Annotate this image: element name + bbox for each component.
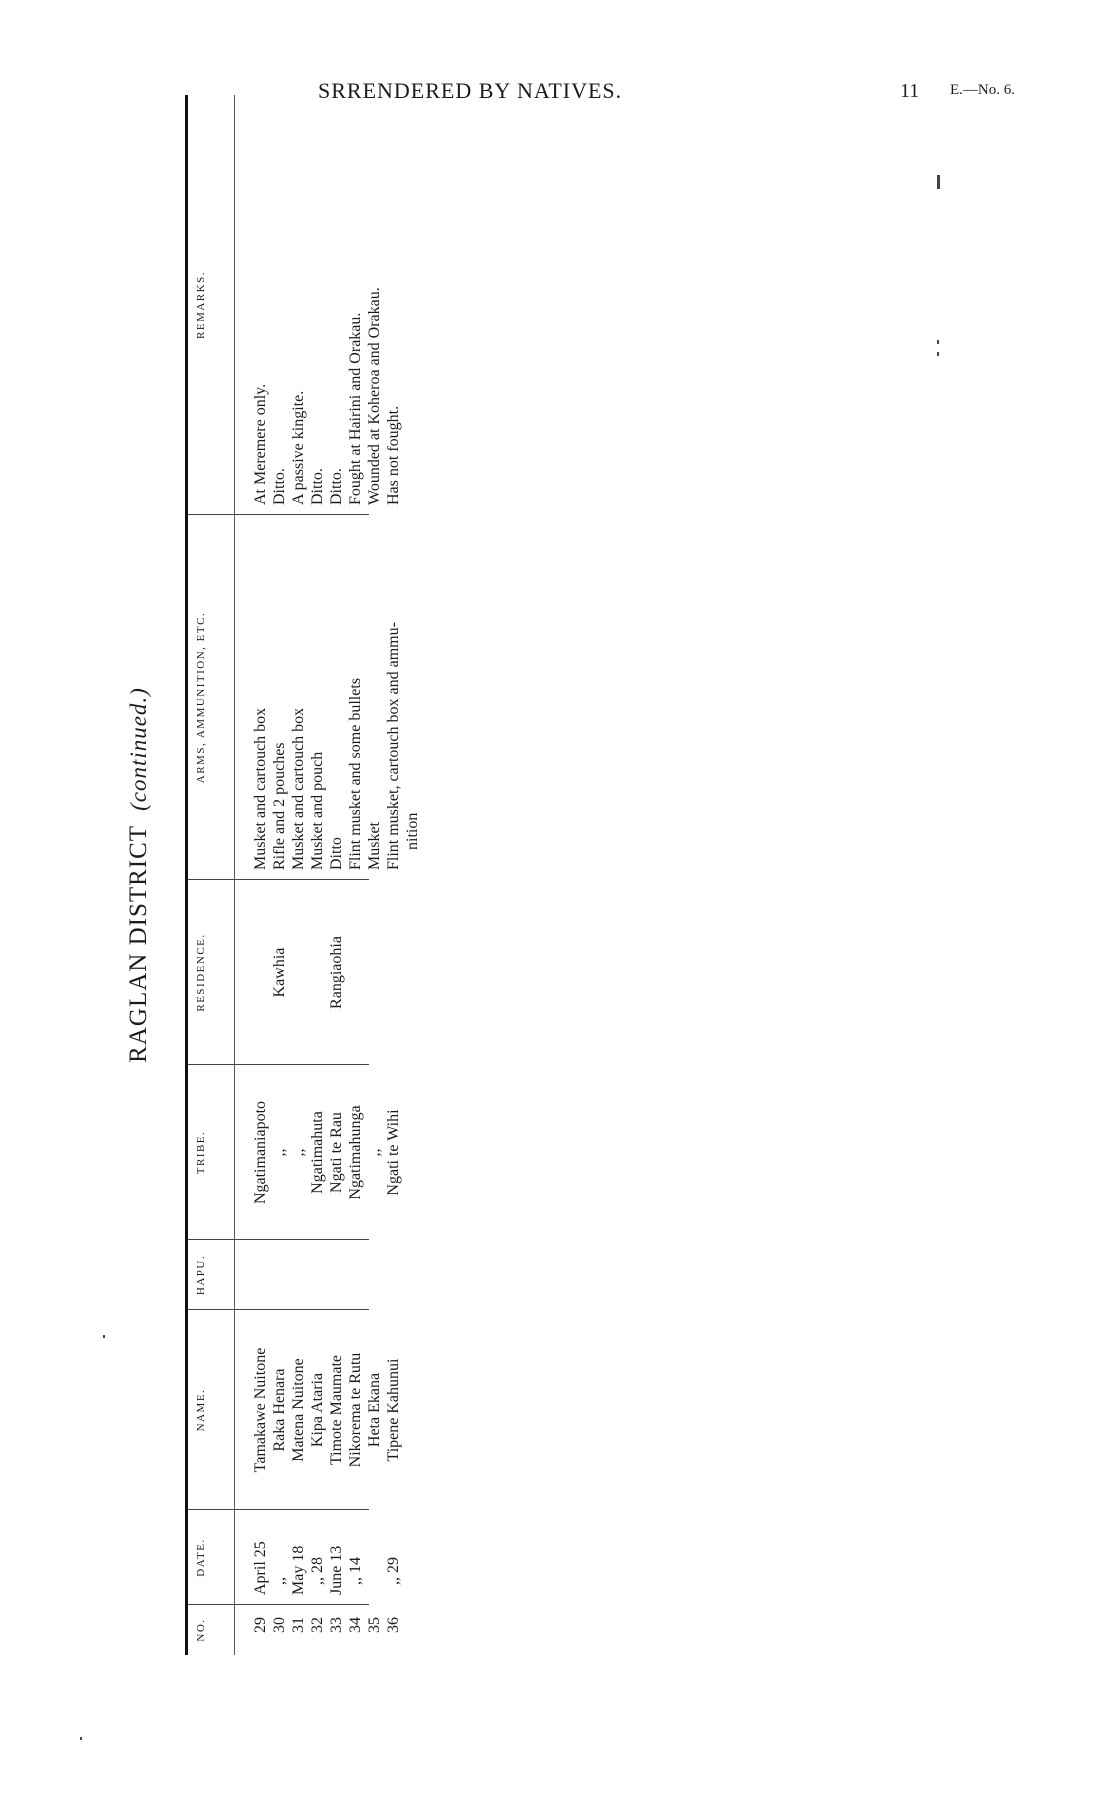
cell-remarks: Wounded at Koheroa and Orakau. xyxy=(366,287,383,505)
header-name: NAME. xyxy=(195,1388,207,1432)
cell-arms: Rifle and 2 pouches xyxy=(271,742,288,870)
cell-tribe: ,, xyxy=(366,1148,383,1157)
cell-date: ,, 28 xyxy=(309,1557,326,1585)
cell-name: Matena Nuitone xyxy=(290,1358,307,1462)
cell-date: June 13 xyxy=(328,1545,345,1595)
cell-date: ,, xyxy=(271,1577,288,1585)
cell-tribe: ,, xyxy=(290,1148,307,1157)
cell-remarks: Ditto. xyxy=(328,468,345,505)
header-no: NO. xyxy=(195,1618,207,1642)
table-title-main: RAGLAN DISTRICT xyxy=(125,824,152,1063)
table-title-continued: (continued.) xyxy=(126,687,151,811)
cell-arms: Ditto xyxy=(328,837,345,870)
header-date: DATE. xyxy=(195,1538,207,1577)
header-hapu: HAPU. xyxy=(195,1254,207,1296)
cell-remarks: Has not fought. xyxy=(385,405,402,505)
table-top-rule xyxy=(185,95,188,1655)
cell-no: 36 xyxy=(385,1617,402,1633)
cell-name: Tipene Kahunui xyxy=(385,1358,402,1462)
cell-no: 34 xyxy=(347,1617,364,1633)
scan-speck xyxy=(937,175,940,189)
scan-speck xyxy=(937,340,939,344)
column-rule xyxy=(188,514,369,515)
header-arms: ARMS, AMMUNITION, ETC. xyxy=(195,611,207,784)
cell-name: Heta Ekana xyxy=(366,1372,383,1448)
cell-arms: Musket and cartouch box xyxy=(290,707,307,870)
cell-remarks: Ditto. xyxy=(309,468,326,505)
cell-residence: Rangiaohia xyxy=(328,936,345,1009)
document-reference: E.—No. 6. xyxy=(950,82,1015,98)
cell-tribe: Ngati te Rau xyxy=(328,1112,345,1193)
scan-speck xyxy=(103,1335,105,1338)
scan-speck xyxy=(80,1737,82,1740)
surrender-table xyxy=(185,95,421,1655)
cell-tribe: ,, xyxy=(271,1148,288,1157)
cell-arms: Flint musket, cartouch box and ammu- xyxy=(385,622,402,870)
cell-date: April 25 xyxy=(252,1541,269,1595)
cell-arms: Musket and pouch xyxy=(309,751,326,870)
cell-tribe: Ngatimahunga xyxy=(347,1105,364,1200)
cell-remarks: At Meremere only. xyxy=(252,383,269,505)
cell-date: May 18 xyxy=(290,1545,307,1595)
page-number: 11 xyxy=(900,80,920,102)
cell-residence: Kawhia xyxy=(271,947,288,998)
column-rule xyxy=(188,1604,369,1605)
cell-date: ,, 14 xyxy=(347,1557,364,1585)
cell-name: Nikorema te Rutu xyxy=(347,1352,364,1468)
cell-no: 30 xyxy=(271,1617,288,1633)
cell-remarks: A passive kingite. xyxy=(290,390,307,505)
cell-remarks: Fought at Hairini and Orakau. xyxy=(347,312,364,505)
cell-name: Kipa Ataria xyxy=(309,1372,326,1448)
cell-date: ,, 29 xyxy=(385,1557,402,1585)
cell-name: Timote Maumate xyxy=(328,1354,345,1466)
cell-no: 31 xyxy=(290,1617,307,1633)
rotated-table-sheet xyxy=(125,95,421,1655)
cell-no: 32 xyxy=(309,1617,326,1633)
cell-tribe: Ngatimaniapoto xyxy=(252,1100,269,1205)
cell-arms: Musket and cartouch box xyxy=(252,707,269,870)
header-remarks: REMARKS. xyxy=(195,271,207,339)
cell-no: 29 xyxy=(252,1617,269,1633)
table-title xyxy=(125,95,153,1655)
cell-tribe: Ngati te Wihi xyxy=(385,1109,402,1196)
cell-name: Tamakawe Nuitone xyxy=(252,1347,269,1473)
cell-remarks: Ditto. xyxy=(271,468,288,505)
cell-arms-continuation: nition xyxy=(404,812,421,850)
cell-no: 35 xyxy=(366,1617,383,1633)
page-running-title: SRRENDERED BY NATIVES. xyxy=(318,78,623,103)
cell-arms: Flint musket and some bullets xyxy=(347,678,364,870)
header-residence: RESIDENCE. xyxy=(195,933,207,1012)
cell-tribe: Ngatimahuta xyxy=(309,1111,326,1194)
header-bottom-rule xyxy=(234,95,235,1655)
scan-speck xyxy=(937,352,939,356)
cell-arms: Musket xyxy=(366,822,383,870)
cell-name: Raka Henara xyxy=(271,1368,288,1452)
cell-no: 33 xyxy=(328,1617,345,1633)
header-tribe: TRIBE. xyxy=(195,1130,207,1175)
